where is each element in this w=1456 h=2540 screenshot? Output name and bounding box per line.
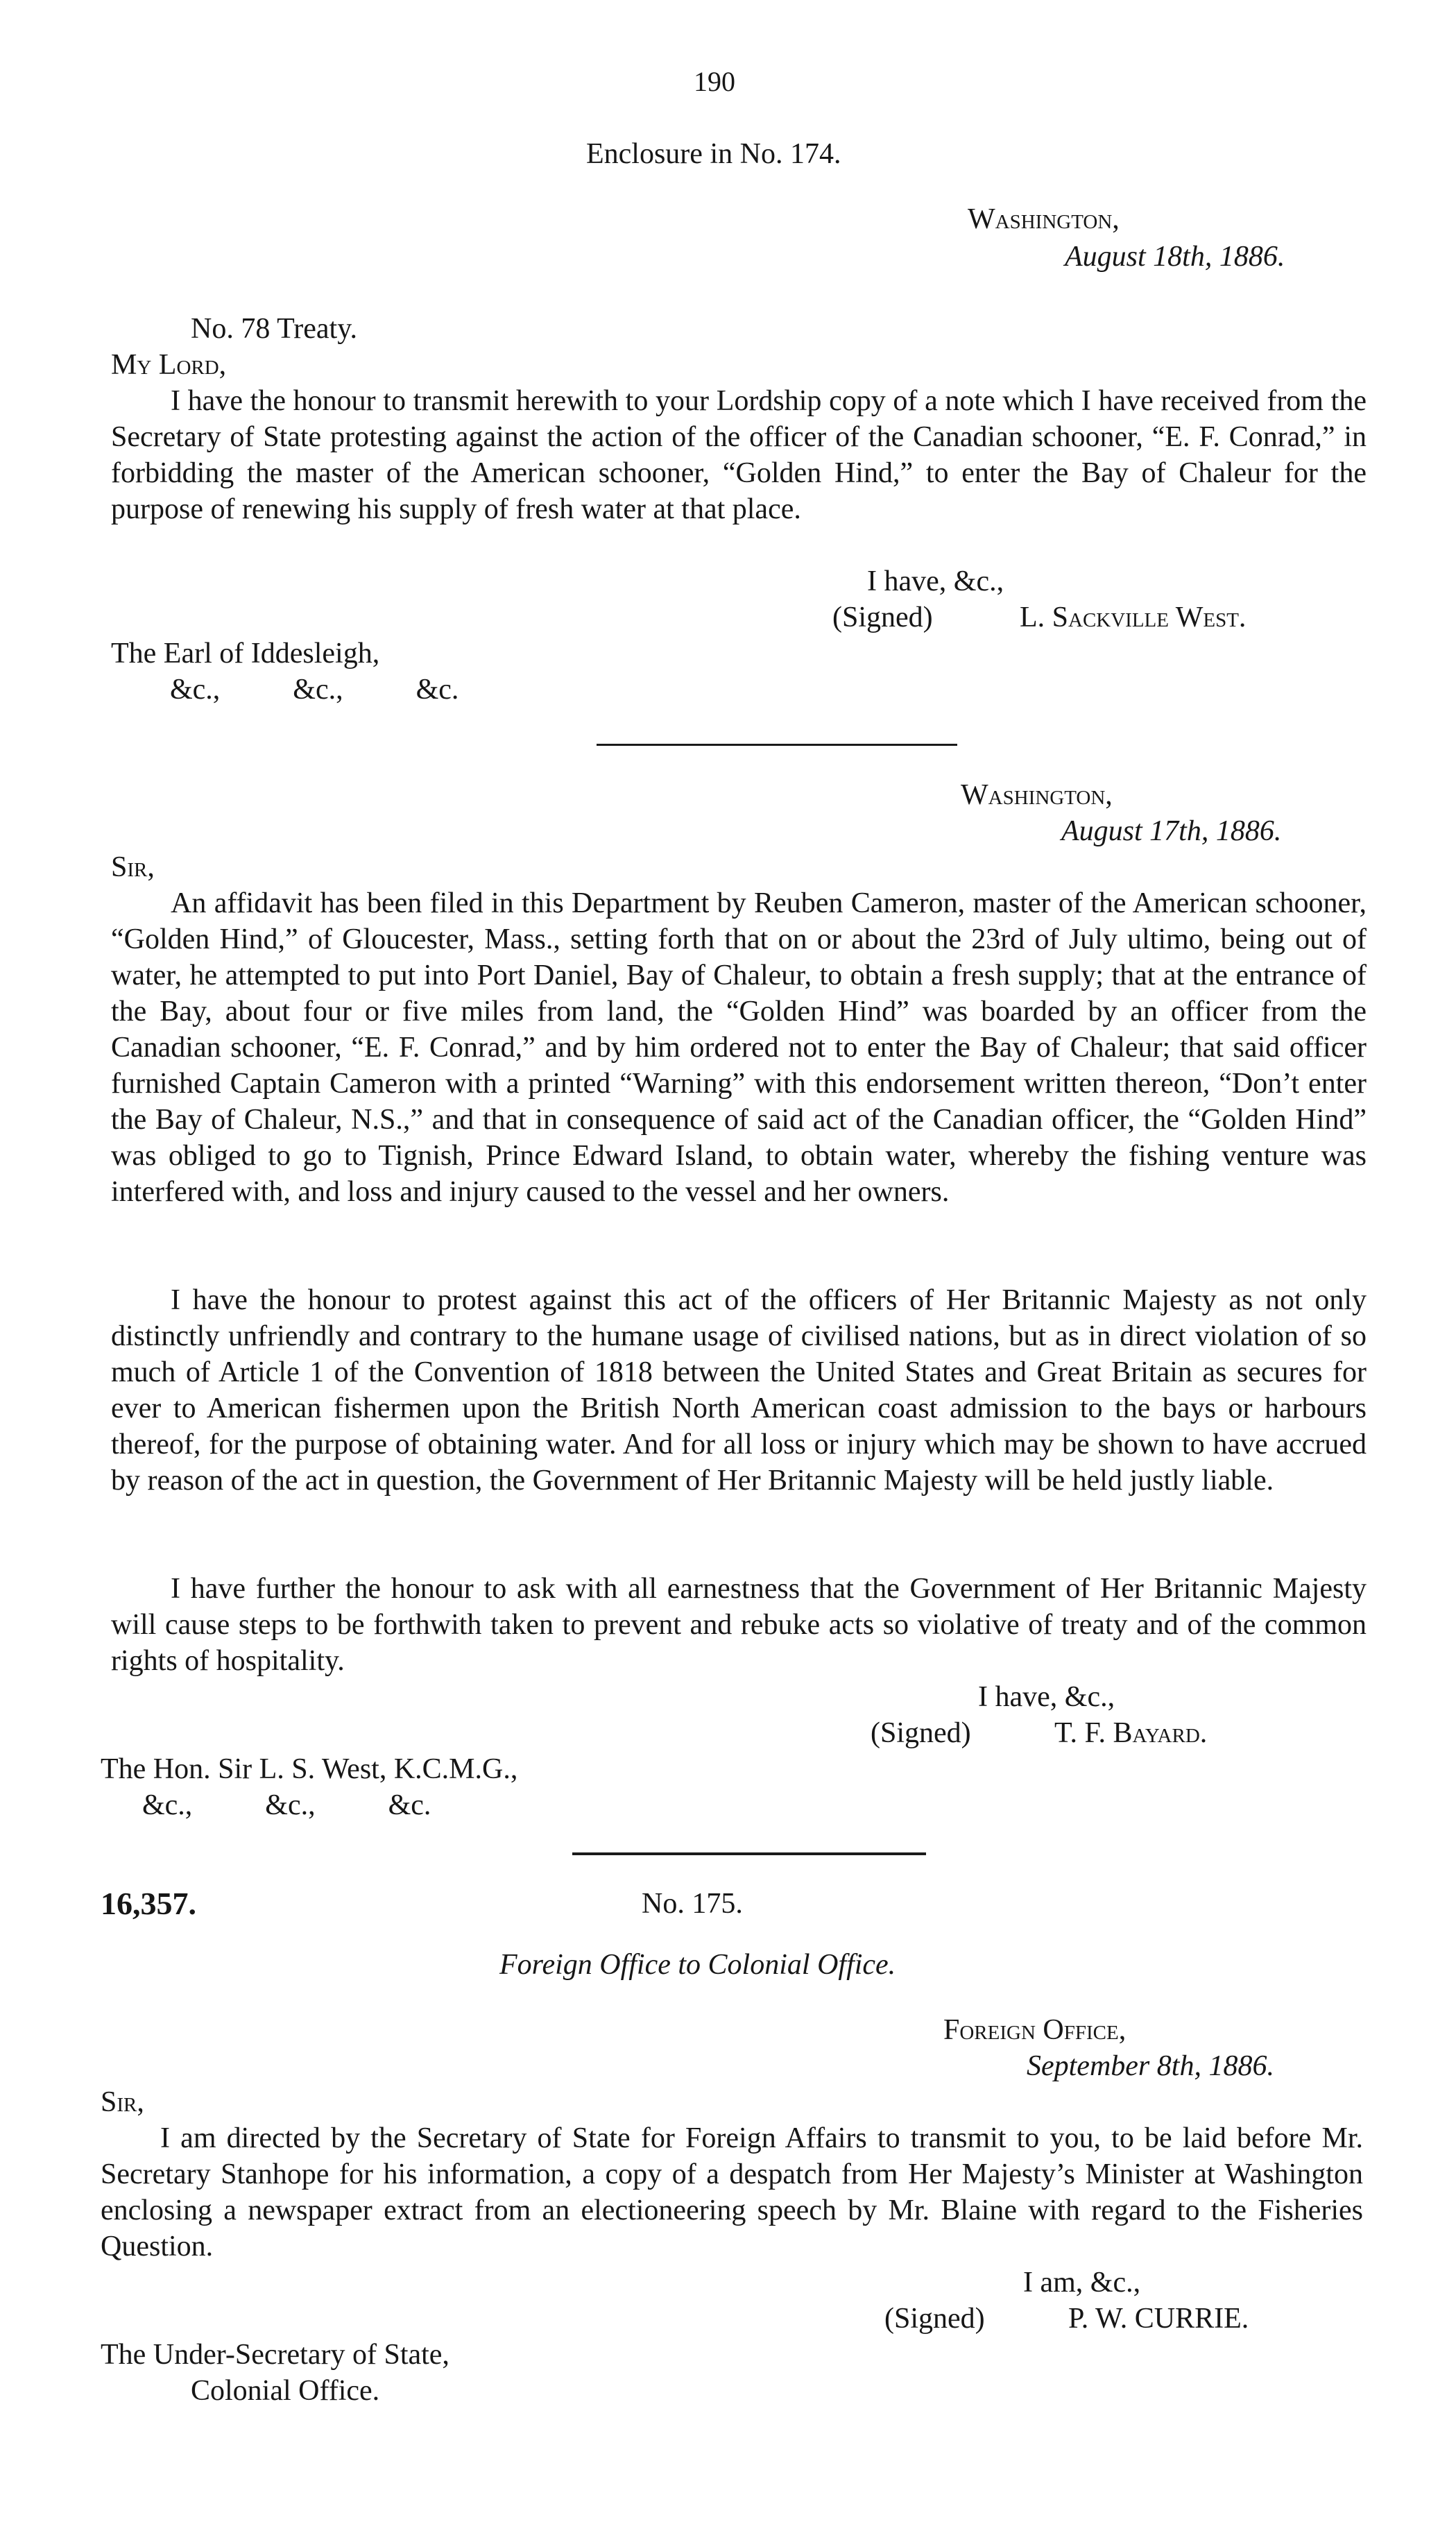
section-divider bbox=[572, 1852, 926, 1855]
letter-date: September 8th, 1886. bbox=[1027, 2050, 1274, 2082]
signer-name: T. F. Bayard. bbox=[1054, 1717, 1208, 1749]
salutation: My Lord, bbox=[111, 349, 227, 381]
addressee-etc: &c., &c., &c. bbox=[142, 1789, 431, 1821]
signer-name: L. Sackville West. bbox=[1020, 602, 1247, 633]
treaty-reference: No. 78 Treaty. bbox=[191, 313, 357, 345]
letter-place: Washington, bbox=[961, 779, 1113, 811]
document-title: Foreign Office to Colonial Office. bbox=[499, 1949, 896, 1981]
signer-name: P. W. CURRIE. bbox=[1068, 2303, 1249, 2335]
letter-date: August 17th, 1886. bbox=[1061, 815, 1282, 847]
letter-body: I am directed by the Secretary of State for Foreign Affairs to transmit to you, to be laid before Mr. Secretary Stanhope for his information, a copy of a despatch from Her Majesty’s Minister at Washington enclosing a newspaper extract from an electioneering speech by Mr. Blaine with regard to the Fisheries Question. bbox=[101, 2122, 1363, 2262]
letter-place: Washington, bbox=[968, 203, 1120, 235]
paragraph-affidavit: An affidavit has been filed in this Department by Reuben Cameron, master of the American schooner, “Golden Hind,” of Gloucester, Mass., setting forth that on or about the 23rd of July ultimo, being out of water, he attempted to put into Port Daniel, Bay of Chaleur, to obtain a fresh supply; that at the entrance of the Bay, about four or five miles from land, the “Golden Hind” was boarded by an officer from the Canadian schooner, “E. F. Conrad,” and by him ordered not to enter the Bay of Chaleur; that said officer furnished Captain Cameron with a printed “Warning” with this endorsement written thereon, “Don’t enter the Bay of Chaleur, N.S.,” and that in consequence of said act of the Canadian officer, the “Golden Hind” was obliged to go to Tignish, Prince Edward Island, to obtain water, whereby the fishing venture was interfered with, and loss and injury caused to the vessel and her owners. bbox=[111, 887, 1367, 1208]
section-divider bbox=[597, 744, 957, 746]
addressee-etc: &c., &c., &c. bbox=[170, 674, 459, 706]
salutation: Sir, bbox=[101, 2086, 144, 2118]
signed-label: (Signed) bbox=[832, 602, 933, 633]
addressee: The Under-Secretary of State, bbox=[101, 2339, 449, 2371]
signed-label: (Signed) bbox=[884, 2303, 985, 2335]
letter-body: I have the honour to transmit herewith to your Lordship copy of a note which I have received from the Secretary of State protesting against the action of the officer of the Canadian schooner, “E. F. Conrad,” in forbidding the master of the American schooner, “Golden Hind,” to enter the Bay of Chaleur for the purpose of renewing his supply of fresh water at that place. bbox=[111, 385, 1367, 525]
letter-date: August 18th, 1886. bbox=[1065, 241, 1285, 273]
letter-place: Foreign Office, bbox=[943, 2014, 1127, 2046]
salutation: Sir, bbox=[111, 851, 155, 883]
page-number: 190 bbox=[694, 66, 735, 97]
addressee: The Earl of Iddesleigh, bbox=[111, 638, 380, 670]
addressee: The Hon. Sir L. S. West, K.C.M.G., bbox=[101, 1753, 518, 1785]
document-number: No. 175. bbox=[642, 1888, 743, 1920]
closing: I have, &c., bbox=[867, 565, 1004, 597]
signed-label: (Signed) bbox=[871, 1717, 971, 1749]
closing: I am, &c., bbox=[1023, 2267, 1141, 2299]
closing: I have, &c., bbox=[978, 1681, 1115, 1713]
file-number: 16,357. bbox=[101, 1886, 196, 1921]
paragraph-request: I have further the honour to ask with all earnestness that the Government of Her Britannic Majesty will cause steps to be forthwith taken to prevent and rebuke acts so violative of treaty and of the common rights of hospitality. bbox=[111, 1573, 1367, 1677]
enclosure-heading: Enclosure in No. 174. bbox=[586, 138, 841, 170]
paragraph-protest: I have the honour to protest against this act of the officers of Her Britannic Majesty as not only distinctly unfriendly and contrary to the humane usage of civilised nations, but as in direct violation of so much of Article 1 of the Convention of 1818 between the United States and Great Britain as secures for ever to American fishermen upon the British North American coast admission to the bays or harbours thereof, for the purpose of obtaining water. And for all loss or injury which may be shown to have accrued by reason of the act in question, the Government of Her Britannic Majesty will be held justly liable. bbox=[111, 1284, 1367, 1497]
addressee-line2: Colonial Office. bbox=[191, 2375, 380, 2407]
